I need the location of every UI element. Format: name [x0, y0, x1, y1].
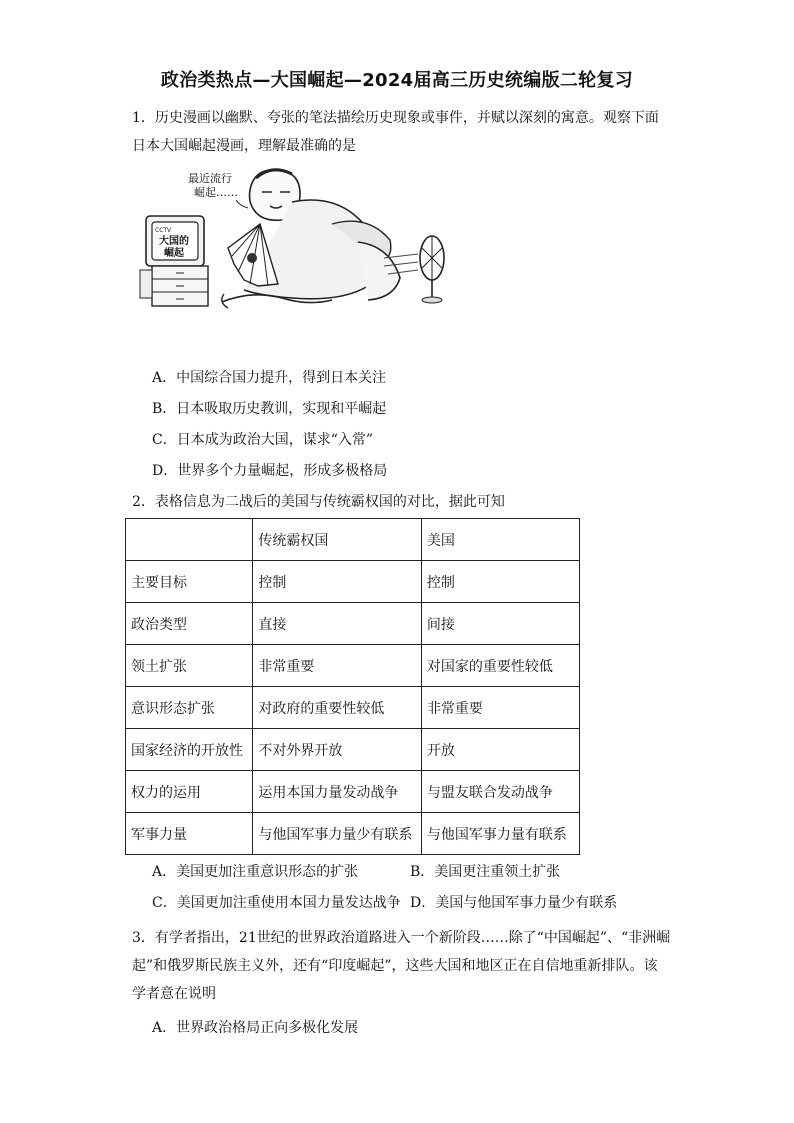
table-cell: 对国家的重要性较低	[421, 645, 579, 687]
table-cell: 运用本国力量发动战争	[253, 771, 422, 813]
japan-rise-cartoon	[132, 162, 450, 312]
question-1-option-a[interactable]: A．中国综合国力提升，得到日本关注	[152, 370, 387, 386]
table-cell: 直接	[253, 603, 422, 645]
table-cell: 与盟友联合发动战争	[421, 771, 579, 813]
cartoon-tv-line-2: 崛起	[164, 248, 184, 259]
question-1-stem	[132, 104, 672, 160]
question-3-stem-line-1: 3．有学者指出，21世纪的世界政治道路进入一个新阶段……除了“中国崛起”、“非洲崛	[132, 930, 671, 946]
table-row	[126, 561, 580, 603]
table-row	[126, 687, 580, 729]
table-cell: 间接	[421, 603, 579, 645]
comparison-table-body	[126, 519, 580, 855]
question-1-option-b[interactable]: B．日本吸取历史教训，实现和平崛起	[152, 401, 387, 417]
cartoon-tv-set	[140, 216, 208, 306]
table-cell: 国家经济的开放性	[126, 729, 253, 771]
table-cell: 主要目标	[126, 561, 253, 603]
question-3-stem-line-3: 学者意在说明	[132, 986, 216, 1002]
question-2-option-a[interactable]: A．美国更加注重意识形态的扩张	[152, 864, 359, 880]
table-cell: 与他国军事力量少有联系	[253, 813, 422, 855]
table-header-cell: 美国	[421, 519, 579, 561]
question-3-option-a[interactable]: A．世界政治格局正向多极化发展	[152, 1020, 359, 1036]
document-title: 政治类热点—大国崛起—2024届高三历史统编版二轮复习	[160, 70, 634, 91]
table-header-cell: 传统霸权国	[253, 519, 422, 561]
question-1-option-d[interactable]: D．世界多个力量崛起，形成多极格局	[152, 463, 388, 479]
table-cell: 非常重要	[253, 645, 422, 687]
question-3-stem-line-2: 起”和俄罗斯民族主义外，还有“印度崛起”，这些大国和地区正在自信地重新排队。该	[132, 958, 658, 974]
question-2-option-b[interactable]: B．美国更注重领土扩张	[410, 864, 561, 880]
table-cell: 与他国军事力量有联系	[421, 813, 579, 855]
question-2-option-d[interactable]: D．美国与他国军事力量少有联系	[410, 895, 618, 911]
comparison-table	[125, 518, 580, 855]
question-1-option-c[interactable]: C．日本成为政治大国，谋求“入常”	[152, 432, 374, 448]
cartoon-tv-line-1: 大国的	[159, 236, 189, 247]
table-header-row	[126, 519, 580, 561]
table-cell: 非常重要	[421, 687, 579, 729]
table-row	[126, 771, 580, 813]
cartoon-drawing	[132, 162, 450, 312]
table-row	[126, 603, 580, 645]
table-cell: 领土扩张	[126, 645, 253, 687]
cartoon-bubble-line-2: 崛起……	[194, 186, 238, 199]
table-row	[126, 729, 580, 771]
question-2-stem: 2．表格信息为二战后的美国与传统霸权国的对比，据此可知	[132, 494, 505, 510]
table-cell: 权力的运用	[126, 771, 253, 813]
cartoon-bubble-line-1: 最近流行	[188, 172, 232, 185]
question-1-stem-line-1: 1．历史漫画以幽默、夸张的笔法描绘历史现象或事件，并赋以深刻的寓意。观察下面	[132, 110, 659, 126]
table-cell: 政治类型	[126, 603, 253, 645]
table-cell: 控制	[253, 561, 422, 603]
table-cell: 控制	[421, 561, 579, 603]
table-cell: 军事力量	[126, 813, 253, 855]
table-header-cell	[126, 519, 253, 561]
question-3-stem	[132, 924, 672, 1008]
table-row	[126, 813, 580, 855]
table-cell: 对政府的重要性较低	[253, 687, 422, 729]
question-2-option-c[interactable]: C．美国更加注重使用本国力量发达战争	[152, 895, 401, 911]
table-row	[126, 645, 580, 687]
cartoon-tv-brand: CCTV	[155, 227, 172, 234]
question-1-stem-line-2: 日本大国崛起漫画，理解最准确的是	[132, 138, 356, 154]
table-cell: 意识形态扩张	[126, 687, 253, 729]
table-cell: 开放	[421, 729, 579, 771]
table-cell: 不对外界开放	[253, 729, 422, 771]
